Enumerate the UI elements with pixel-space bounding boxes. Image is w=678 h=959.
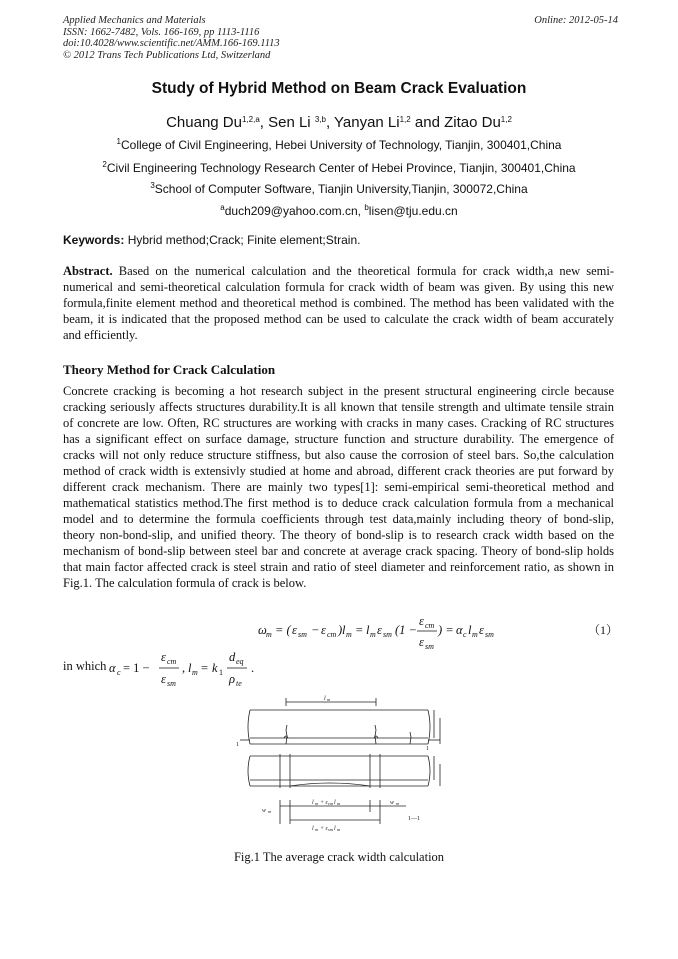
affiliation-2 bbox=[0, 161, 678, 175]
svg-text:= (: = ( bbox=[275, 623, 291, 637]
svg-text:sm: sm bbox=[298, 630, 307, 639]
author-affil-mark: 1,2 bbox=[399, 115, 411, 124]
equation-1-graphic bbox=[258, 614, 498, 652]
svg-text:1: 1 bbox=[219, 668, 223, 677]
svg-text:=: = bbox=[355, 623, 364, 637]
svg-text:m: m bbox=[346, 630, 352, 639]
svg-text:l: l bbox=[312, 800, 314, 806]
author-list bbox=[0, 114, 678, 131]
online-date: Online: 2012-05-14 bbox=[534, 15, 618, 26]
email-mark: a bbox=[220, 203, 225, 212]
svg-text:): ) bbox=[338, 623, 343, 637]
affiliation-1 bbox=[0, 138, 678, 152]
svg-text:m: m bbox=[315, 801, 319, 806]
author-affil-mark: 1,2,a bbox=[241, 115, 260, 124]
journal-name: Applied Mechanics and Materials bbox=[63, 15, 206, 26]
issn-line: ISSN: 1662-7482, Vols. 166-169, pp 1113-1116 bbox=[63, 26, 260, 38]
svg-text:d: d bbox=[229, 650, 236, 664]
svg-text:ε: ε bbox=[377, 623, 382, 637]
email-address: duch209@yahoo.com.cn, bbox=[224, 204, 365, 218]
svg-text:ε: ε bbox=[321, 623, 326, 637]
svg-text:+ ε: + ε bbox=[320, 826, 328, 832]
svg-text:m: m bbox=[337, 827, 341, 832]
affil-text: School of Computer Software, Tianjin University,Tianjin, 300072,China bbox=[154, 182, 528, 196]
svg-text:+ ε: + ε bbox=[320, 800, 328, 806]
svg-text:(1 −: (1 − bbox=[395, 623, 417, 637]
affiliation-3 bbox=[0, 182, 678, 196]
copyright-line: © 2012 Trans Tech Publications Ltd, Switzerland bbox=[63, 49, 271, 61]
svg-text:m: m bbox=[396, 801, 400, 806]
author-affil-mark: 1,2 bbox=[500, 115, 512, 124]
svg-text:w: w bbox=[390, 800, 395, 806]
svg-text:cm: cm bbox=[425, 621, 435, 630]
email-line bbox=[0, 204, 678, 218]
equation-1 bbox=[258, 614, 498, 652]
keywords-line bbox=[63, 233, 360, 247]
figure-1 bbox=[228, 688, 450, 843]
svg-text:=: = bbox=[201, 661, 209, 675]
svg-text:l: l bbox=[342, 623, 346, 637]
in-which-label: in which bbox=[63, 659, 107, 673]
email-mark: b bbox=[364, 203, 369, 212]
svg-text:l: l bbox=[312, 826, 314, 832]
paper-title: Study of Hybrid Method on Beam Crack Evaluation bbox=[151, 80, 527, 97]
svg-text:m: m bbox=[327, 697, 331, 702]
svg-text:= 1 −: = 1 − bbox=[123, 661, 150, 675]
svg-text:c: c bbox=[117, 668, 121, 677]
body-paragraph: Concrete cracking is becoming a hot research subject in the present structural engineering circle because cracking seriously affects structures durability.It is all known that tensile strength and ultimate tensile strain of concrete are low. Often, RC structures are working with cracks in many cases. Cracking of RC structures has a significant effect on surface damage, structure function and structure durability. The emergence of cracks will not only reduce structure stiffness, but also cause the corrosion of steel bars. So,the calculation method of crack width is extensivly studied at home and abroad, different crack theories are put forward by different crack mechanism. There are mainly two types[1]: semi-empirical semi-theoretical method and mathematical statistics method.The first method is to deduce crack calculation formula from a mechanical model and to determine the formula coefficients through test data,mainly including theory of bond-slip, theory non-bond-slip, and unified theory. The theory of bond-slip is to research crack width based on the mechanism of bond-slip between steel bar and concrete at average crack spacing. Theory of bond-slip holds that main factor affected crack is steel strain and ratio of steel diameter and reinforcement ratio, as shown in Fig.1. The calculation formula of crack is below. bbox=[63, 384, 614, 590]
svg-text:l: l bbox=[334, 826, 336, 832]
svg-text:l: l bbox=[324, 696, 326, 702]
affil-mark: 2 bbox=[102, 160, 107, 169]
svg-text:) =: ) = bbox=[438, 623, 454, 637]
author-name: , Yanyan Li bbox=[325, 114, 400, 131]
svg-text:m: m bbox=[315, 827, 319, 832]
svg-text:sm: sm bbox=[383, 630, 392, 639]
svg-text:.: . bbox=[251, 661, 255, 675]
svg-text:l: l bbox=[468, 623, 472, 637]
svg-text:l: l bbox=[366, 623, 370, 637]
figure-caption: Fig.1 The average crack width calculation bbox=[233, 850, 445, 864]
svg-text:m: m bbox=[266, 630, 272, 639]
abstract-text: Based on the numerical calculation and the theoretical formula for crack width,a new semi-numerical and semi-theoretical calculation formula for crack width of beam was given. By using this new formula,finite element method and theoretical method is combined. The method has been validated with the beam, it is indicated that the proposed method can be used to calculate the crack width of beam accurately and efficiently. bbox=[63, 264, 614, 342]
svg-text:α: α bbox=[109, 661, 116, 675]
in-which-formula bbox=[109, 648, 309, 688]
svg-text:1—1: 1—1 bbox=[408, 816, 420, 822]
svg-text:cm: cm bbox=[327, 630, 337, 639]
svg-text:m: m bbox=[192, 668, 198, 677]
affil-mark: 1 bbox=[116, 137, 121, 146]
keywords-label: Keywords: bbox=[63, 233, 125, 247]
svg-text:sm: sm bbox=[167, 679, 176, 688]
affil-mark: 3 bbox=[150, 181, 155, 190]
beam-crack-diagram bbox=[228, 688, 450, 838]
equation-number: （1） bbox=[588, 623, 619, 637]
svg-text:c: c bbox=[463, 630, 467, 639]
svg-text:ε: ε bbox=[161, 672, 166, 686]
affil-text: College of Civil Engineering, Hebei University of Technology, Tianjin, 300401,China bbox=[120, 138, 562, 152]
doi-line: doi:10.4028/www.scientific.net/AMM.166-169.1113 bbox=[63, 38, 280, 49]
svg-text:ρ: ρ bbox=[229, 672, 235, 686]
svg-text:sm: sm bbox=[425, 642, 434, 651]
author-name: Chuang Du bbox=[166, 114, 242, 131]
section-heading: Theory Method for Crack Calculation bbox=[63, 362, 276, 377]
author-affil-mark: 3,b bbox=[314, 115, 326, 124]
svg-text:ε: ε bbox=[292, 623, 297, 637]
abstract-paragraph bbox=[63, 263, 614, 343]
author-name: and Zitao Du bbox=[410, 114, 501, 131]
journal-header bbox=[63, 15, 618, 61]
svg-text:ε: ε bbox=[419, 635, 424, 649]
keywords-text: Hybrid method;Crack; Finite element;Strain. bbox=[124, 233, 361, 247]
svg-text:te: te bbox=[236, 679, 242, 688]
svg-text:cm: cm bbox=[328, 801, 334, 806]
svg-text:m: m bbox=[370, 630, 376, 639]
svg-text:ε: ε bbox=[479, 623, 484, 637]
abstract-label: Abstract. bbox=[63, 264, 113, 278]
svg-text:m: m bbox=[472, 630, 478, 639]
svg-text:1: 1 bbox=[426, 746, 429, 752]
svg-text:1: 1 bbox=[236, 742, 239, 748]
svg-text:l: l bbox=[334, 800, 336, 806]
svg-text:−: − bbox=[311, 623, 320, 637]
svg-text:l: l bbox=[188, 661, 192, 675]
svg-text:m: m bbox=[337, 801, 341, 806]
svg-text:m: m bbox=[268, 809, 272, 814]
svg-text:eq: eq bbox=[236, 657, 244, 666]
email-address: lisen@tju.edu.cn bbox=[368, 204, 458, 218]
svg-text:,: , bbox=[182, 661, 186, 675]
svg-text:w: w bbox=[262, 808, 267, 814]
svg-text:ε: ε bbox=[419, 614, 424, 628]
affil-text: Civil Engineering Technology Research Center of Hebei Province, Tianjin, 300401,China bbox=[106, 161, 576, 175]
svg-text:sm: sm bbox=[485, 630, 494, 639]
svg-text:ε: ε bbox=[161, 650, 166, 664]
svg-text:ω: ω bbox=[258, 623, 267, 637]
svg-text:k: k bbox=[212, 661, 218, 675]
svg-text:α: α bbox=[456, 623, 463, 637]
author-name: , Sen Li bbox=[259, 114, 315, 131]
svg-text:cm: cm bbox=[167, 657, 177, 666]
svg-text:sm: sm bbox=[328, 827, 334, 832]
